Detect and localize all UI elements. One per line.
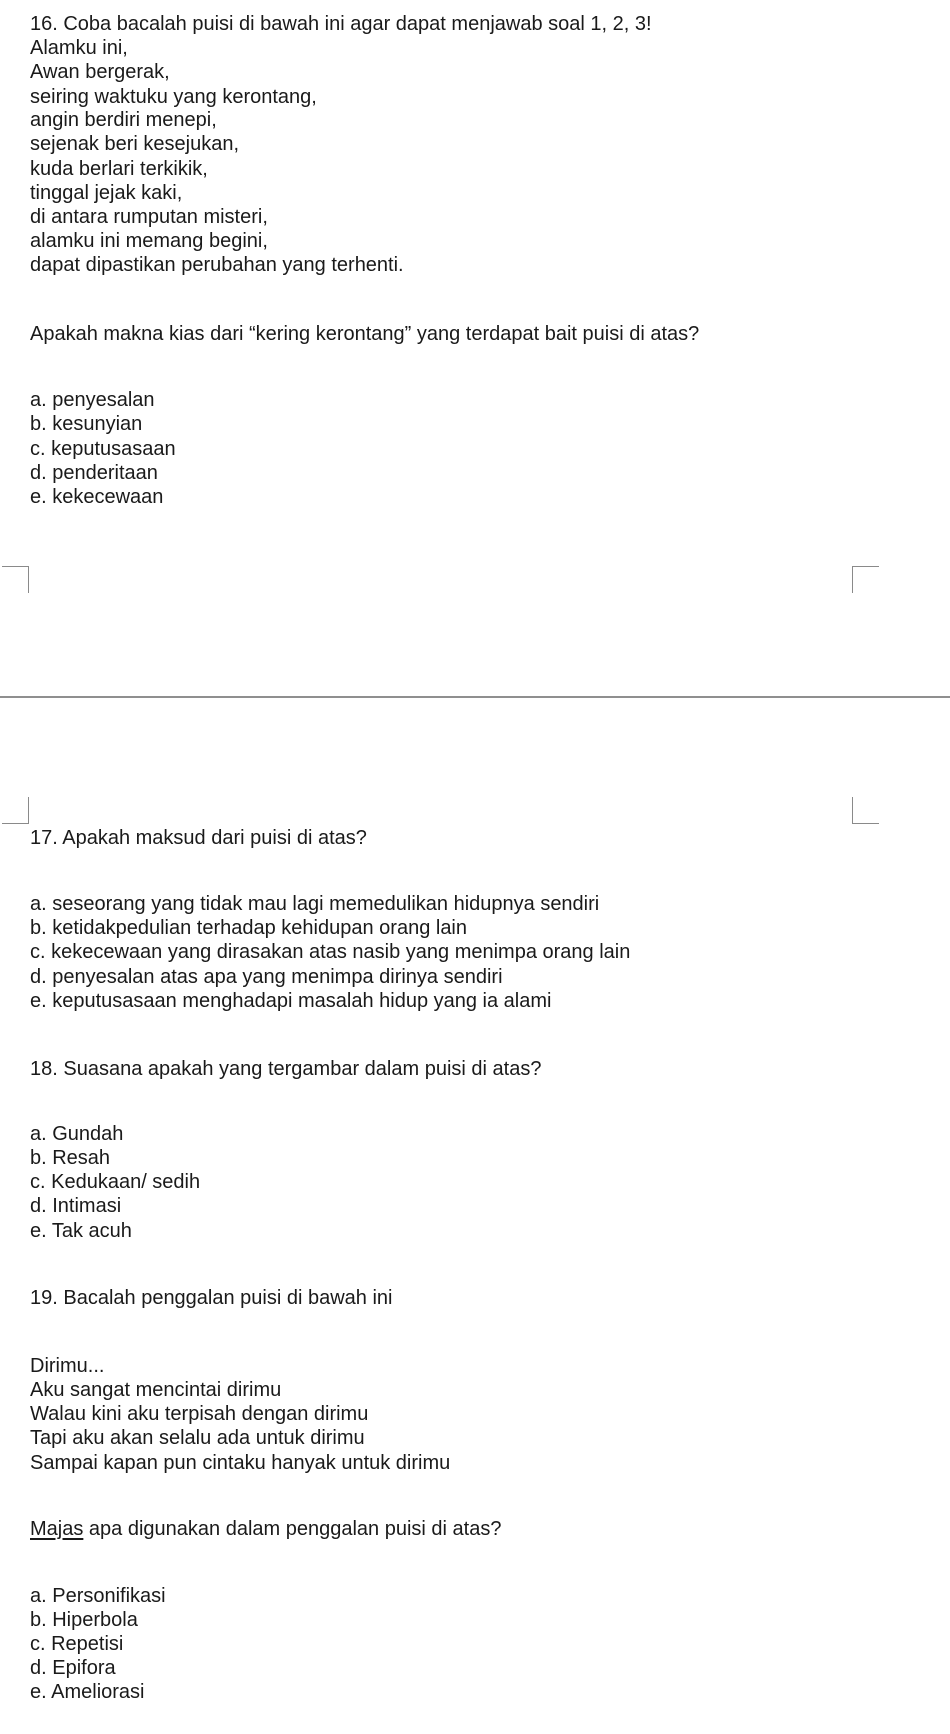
q19-poem-line: Aku sangat mencintai dirimu (30, 1379, 282, 1401)
q19-poem-line: Sampai kapan pun cintaku hanyak untuk dirimu (30, 1452, 451, 1474)
q19-option-b: b. Hiperbola (30, 1609, 138, 1631)
q16-poem-line: Awan bergerak, (30, 61, 170, 83)
q17-option-a: a. seseorang yang tidak mau lagi memedulikan hidupnya sendiri (30, 893, 600, 915)
q16-intro: 16. Coba bacalah puisi di bawah ini agar dapat menjawab soal 1, 2, 3! (30, 13, 652, 35)
q16-question: Apakah makna kias dari “kering kerontang” yang terdapat bait puisi di atas? (30, 323, 700, 345)
q19-intro: 19. Bacalah penggalan puisi di bawah ini (30, 1287, 393, 1309)
q19-question-rest: apa digunakan dalam penggalan puisi di atas? (83, 1518, 502, 1540)
q16-option-b: b. kesunyian (30, 413, 143, 435)
q18-option-c: c. Kedukaan/ sedih (30, 1171, 201, 1193)
q16-poem-line: dapat dipastikan perubahan yang terhenti. (30, 254, 404, 276)
q16-poem-line: tinggal jejak kaki, (30, 182, 183, 204)
q16-option-e: e. kekecewaan (30, 486, 164, 508)
q17-option-b: b. ketidakpedulian terhadap kehidupan orang lain (30, 917, 468, 939)
q16-poem-line: Alamku ini, (30, 37, 128, 59)
q19-option-e: e. Ameliorasi (30, 1681, 145, 1703)
crop-mark-top-left (2, 566, 29, 593)
q16-poem-line: seiring waktuku yang kerontang, (30, 86, 317, 108)
q16-option-d: d. penderitaan (30, 462, 158, 484)
q18-option-d: d. Intimasi (30, 1195, 122, 1217)
q19-question (30, 1517, 501, 1541)
q16-poem-line: alamku ini memang begini, (30, 230, 268, 252)
q16-poem-line: sejenak beri kesejukan, (30, 133, 240, 155)
page-divider (0, 696, 950, 698)
q17-option-c: c. kekecewaan yang dirasakan atas nasib yang menimpa orang lain (30, 941, 631, 963)
q19-option-a: a. Personifikasi (30, 1585, 166, 1607)
q19-option-d: d. Epifora (30, 1657, 116, 1679)
q18-option-e: e. Tak acuh (30, 1220, 132, 1242)
q19-option-c: c. Repetisi (30, 1633, 124, 1655)
q16-poem-line: di antara rumputan misteri, (30, 206, 268, 228)
q19-poem-line: Tapi aku akan selalu ada untuk dirimu (30, 1427, 365, 1449)
q18-option-b: b. Resah (30, 1147, 111, 1169)
q19-question-underlined-word: Majas (30, 1518, 84, 1540)
q18-question: 18. Suasana apakah yang tergambar dalam puisi di atas? (30, 1058, 542, 1080)
q16-poem-line: kuda berlari terkikik, (30, 158, 208, 180)
q16-option-a: a. penyesalan (30, 389, 155, 411)
crop-mark-bottom-right (852, 797, 879, 824)
q16-poem-line: angin berdiri menepi, (30, 109, 217, 131)
q17-question: 17. Apakah maksud dari puisi di atas? (30, 827, 367, 849)
crop-mark-top-right (852, 566, 879, 593)
q19-poem-line: Walau kini aku terpisah dengan dirimu (30, 1403, 369, 1425)
q18-option-a: a. Gundah (30, 1123, 124, 1145)
q16-option-c: c. keputusasaan (30, 438, 176, 460)
q17-option-e: e. keputusasaan menghadapi masalah hidup yang ia alami (30, 990, 552, 1012)
q19-poem-line: Dirimu... (30, 1355, 105, 1377)
crop-mark-bottom-left (2, 797, 29, 824)
q17-option-d: d. penyesalan atas apa yang menimpa dirinya sendiri (30, 966, 503, 988)
